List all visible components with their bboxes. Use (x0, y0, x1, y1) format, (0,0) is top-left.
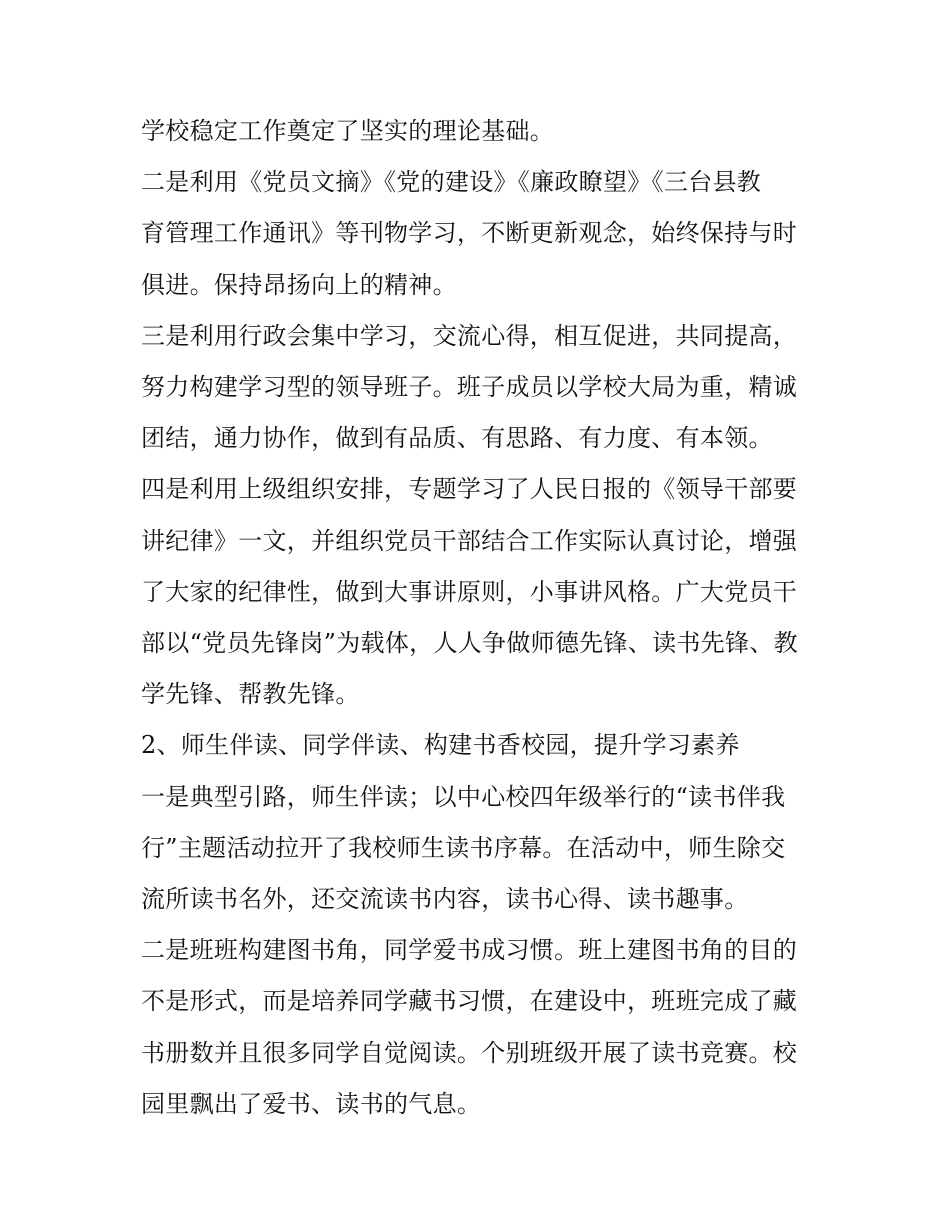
text-line: 讲纪律》一文，并组织党员干部结合工作实际认真讨论，增强 (141, 526, 798, 555)
text-line: 二是利用《党员文摘》《党的建设》《廉政瞭望》《三台县教 (141, 168, 762, 197)
text-line: 园里飘出了爱书、读书的气息。 (141, 1089, 482, 1118)
text-line: 俱进。保持昂扬向上的精神。 (141, 270, 457, 299)
text-line: 努力构建学习型的领导班子。班子成员以学校大局为重，精诚 (141, 373, 798, 402)
text-line: 流所读书名外，还交流读书内容，读书心得、读书趣事。 (141, 885, 749, 914)
text-line: 团结，通力协作，做到有品质、有思路、有力度、有本领。 (141, 424, 773, 453)
text-line: 三是利用行政会集中学习，交流心得，相互促进，共同提高， (141, 321, 798, 350)
text-line: 学校稳定工作奠定了坚实的理论基础。 (141, 117, 555, 145)
text-line: 书册数并且很多同学自觉阅读。个别班级开展了读书竞赛。校 (141, 1038, 798, 1067)
text-line: 学先锋、帮教先锋。 (141, 680, 360, 709)
text-line: 部以“党员先锋岗”为载体，人人争做师德先锋、读书先锋、教 (141, 629, 798, 658)
text-line: 行”主题活动拉开了我校师生读书序幕。在活动中，师生除交 (141, 833, 786, 862)
text-line: 不是形式，而是培养同学藏书习惯，在建设中，班班完成了藏 (141, 987, 798, 1016)
text-line: 二是班班构建图书角，同学爱书成习惯。班上建图书角的目的 (141, 936, 798, 965)
text-line: 四是利用上级组织安排，专题学习了人民日报的《领导干部要 (141, 475, 798, 504)
section-heading: 2、师生伴读、同学伴读、构建书香校园，提升学习素养 (141, 731, 740, 760)
document-body (141, 106, 821, 1130)
text-line: 了大家的纪律性，做到大事讲原则，小事讲风格。广大党员干 (141, 577, 798, 606)
text-line: 一是典型引路，师生伴读；以中心校四年级举行的“读书伴我 (141, 782, 786, 811)
text-line: 育管理工作通讯》等刊物学习，不断更新观念，始终保持与时 (141, 219, 798, 248)
